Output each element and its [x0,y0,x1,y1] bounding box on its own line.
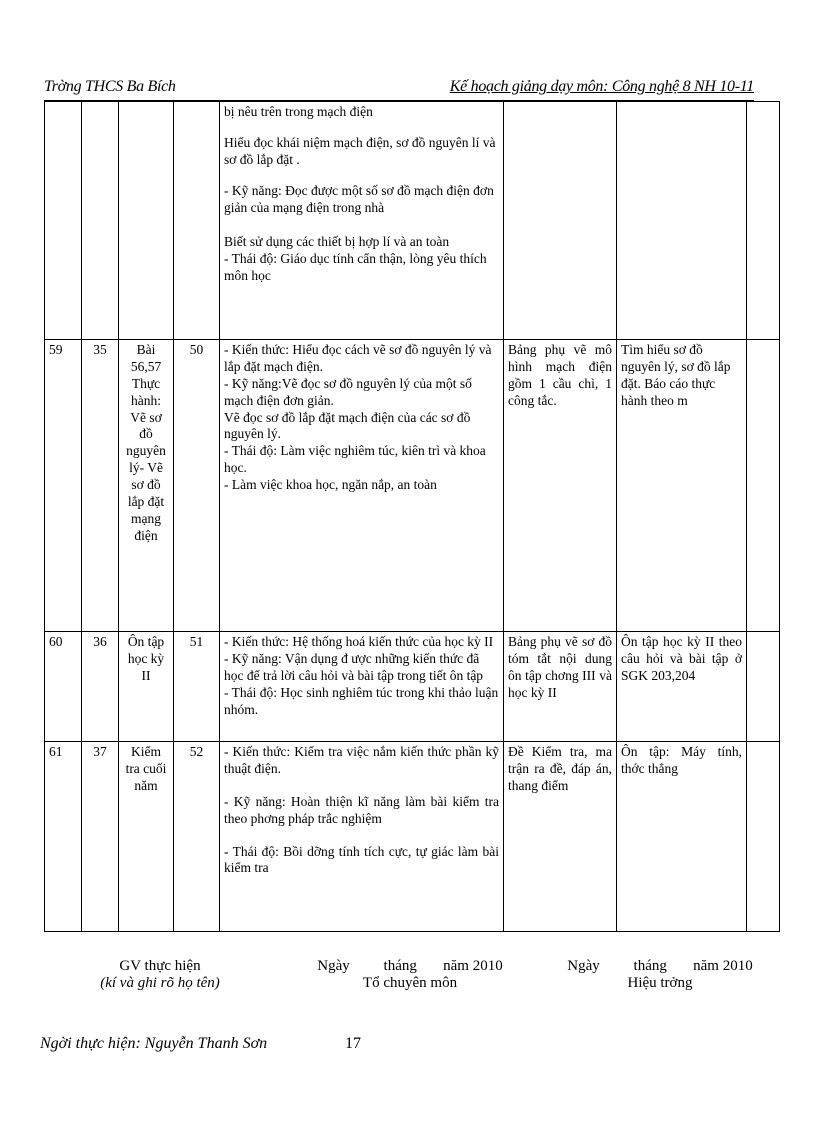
row-num [45,102,82,340]
row-objectives [220,340,504,632]
author-line: Ngời thực hiện: Nguyễn Thanh Sơn [40,1035,268,1052]
objective-line: - Kỹ năng: Hoàn thiện kĩ năng làm bài kiểm tra theo phơng pháp trắc nghiệm [224,793,499,826]
school-name: Trờng THCS Ba Bích [44,78,176,95]
row-note [747,340,780,632]
row-objectives [220,632,504,742]
lesson-plan-table [44,101,780,932]
row-period: 50 [174,340,220,632]
objective-line: - Thái độ: Giáo dục tính cẩn thận, lòng yêu thích môn học [224,251,487,284]
row-num: 59 [45,340,82,632]
table-row [45,340,780,632]
row-objectives [220,102,504,340]
row-student-prep: Tìm hiểu sơ đồ nguyên lý, sơ đồ lắp đặt. Báo cáo thực hành theo m [617,340,747,632]
row-period: 52 [174,742,220,932]
row-objectives [220,742,504,932]
row-note [747,632,780,742]
principal-title: Hiệu trởng [627,975,693,991]
row-week: 36 [82,632,119,742]
teacher-signature [80,958,240,992]
principal-signature [560,958,760,992]
row-week: 37 [82,742,119,932]
plan-title: Kế hoạch giảng dạy môn: Công nghệ 8 NH 10-11 [449,78,754,95]
date-line: Ngày tháng năm 2010 [317,958,503,974]
objective-line: - Làm việc khoa học, ngăn nắp, an toàn [224,477,437,492]
row-lesson: Kiểm tra cuối năm [119,742,174,932]
objective-line: Biết sử dụng các thiết bị hợp lí và an toàn [224,234,450,250]
row-teaching-aids [504,102,617,340]
row-note [747,742,780,932]
objective-line: Vẽ đọc sơ đồ lắp đặt mạch điện của các sơ đồ nguyên lý. [224,409,471,442]
objective-line: - Kỹ năng: Vận dụng đ ược những kiến thức đã học để trả lời câu hỏi và bài tập trong tiết ôn tập [224,650,484,683]
teacher-note: (kí và ghi rõ họ tên) [100,975,220,991]
objective-line: - Kỹ năng:Vẽ đọc sơ đồ nguyên lý của một số mạch điện đơn giản. [224,375,472,408]
row-week [82,102,119,340]
objective-line: - Thái độ: Bồi dỡng tính tích cực, tự giác làm bài kiểm tra [224,843,499,876]
row-lesson: Bài 56,57 Thực hành: Vẽ sơ đồ nguyên lý- Vẽ sơ đồ lắp đặt mạng điện [119,340,174,632]
objective-line: - Kiến thức: Kiểm tra việc nắm kiến thức phần kỹ thuật điện. [224,744,499,776]
table-row [45,632,780,742]
row-teaching-aids: Bảng phụ vẽ mô hình mạch điện gồm 1 cầu chì, 1 công tắc. [504,340,617,632]
table-row [45,742,780,932]
objective-line: bị nêu trên trong mạch điện [224,104,373,119]
row-num: 60 [45,632,82,742]
date-line: Ngày tháng năm 2010 [567,958,753,974]
row-lesson [119,102,174,340]
dept-signature [310,958,510,992]
row-note [747,102,780,340]
row-period: 51 [174,632,220,742]
objective-line: Hiểu đọc khái niệm mạch điện, sơ đồ nguyên lí và sơ đồ lắp đặt . [224,134,496,167]
row-teaching-aids: Đề Kiểm tra, ma trận ra đề, đáp án, thang điểm [504,742,617,932]
objective-line: - Thái độ: Làm việc nghiêm túc, kiên trì và khoa học. [224,443,486,476]
dept-title: Tổ chuyên môn [362,975,458,991]
teacher-title: GV thực hiện [119,958,201,974]
table-row [45,102,780,340]
row-num: 61 [45,742,82,932]
objective-line: - Thái độ: Học sinh nghiêm túc trong khi thảo luận nhóm. [224,684,499,717]
row-lesson: Ôn tập học kỳ II [119,632,174,742]
row-week: 35 [82,340,119,632]
objective-line: - Kiến thức: Hiểu đọc cách vẽ sơ đồ nguyên lý và lắp đặt mạch điện. [224,342,492,374]
row-teaching-aids: Bảng phụ vẽ sơ đồ tóm tắt nội dung ôn tập chơng III và học kỳ II [504,632,617,742]
row-student-prep [617,102,747,340]
row-student-prep: Ôn tập: Máy tính, thớc thẳng [617,742,747,932]
page-number: 17 [345,1035,361,1052]
objective-line: - Kỹ năng: Đọc được một số sơ đồ mạch điện đơn giản của mạng điện trong nhà [224,182,494,215]
row-period [174,102,220,340]
row-student-prep: Ôn tập học kỳ II theo câu hỏi và bài tập ở SGK 203,204 [617,632,747,742]
objective-line: - Kiến thức: Hệ thống hoá kiến thức của học kỳ II [224,634,494,649]
